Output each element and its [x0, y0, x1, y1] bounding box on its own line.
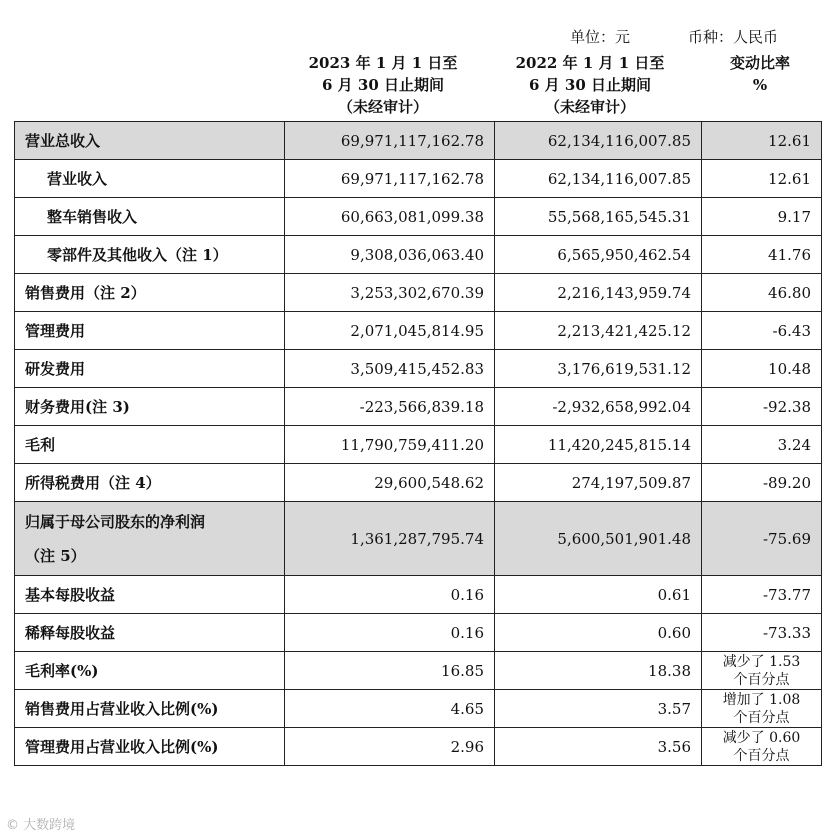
row-label: 毛利率(%) — [15, 652, 285, 690]
header-line: % — [752, 76, 768, 94]
value-2023: 69,971,117,162.78 — [285, 122, 495, 160]
column-header-2022 — [490, 52, 690, 118]
row-label: 营业总收入 — [15, 122, 285, 160]
table-row — [15, 426, 822, 464]
column-header-2023 — [288, 52, 478, 118]
value-2023: 3,509,415,452.83 — [285, 350, 495, 388]
change-value: -6.43 — [702, 312, 822, 350]
value-2022: 274,197,509.87 — [495, 464, 702, 502]
change-value: 12.61 — [702, 122, 822, 160]
change-value: 12.61 — [702, 160, 822, 198]
financial-table — [14, 121, 822, 766]
value-2022: 6,565,950,462.54 — [495, 236, 702, 274]
currency-label: 币种：人民币 — [688, 28, 779, 46]
row-label: 所得税费用（注 4） — [15, 464, 285, 502]
table-row — [15, 576, 822, 614]
change-line2: 个百分点 — [733, 747, 790, 764]
header-line: （未经审计） — [544, 98, 635, 116]
row-label: 管理费用占营业收入比例(%) — [15, 728, 285, 766]
header-line: （未经审计） — [337, 98, 428, 116]
header-line: 6 月 30 日止期间 — [322, 76, 444, 94]
header-line: 变动比率 — [729, 54, 790, 72]
value-2023: 29,600,548.62 — [285, 464, 495, 502]
header-line: 2022 年 1 月 1 日至 — [515, 54, 665, 72]
table-row — [15, 312, 822, 350]
value-2023: 0.16 — [285, 576, 495, 614]
table-row — [15, 464, 822, 502]
row-label: 营业收入 — [15, 160, 285, 198]
change-value: 3.24 — [702, 426, 822, 464]
value-2022: 55,568,165,545.31 — [495, 198, 702, 236]
value-2022: 5,600,501,901.48 — [495, 502, 702, 576]
table-row — [15, 690, 822, 728]
header-line: 6 月 30 日止期间 — [529, 76, 651, 94]
change-line2: 个百分点 — [733, 709, 790, 726]
change-line1: 增加了 1.08 — [722, 691, 801, 708]
value-2023: 3,253,302,670.39 — [285, 274, 495, 312]
table-row — [15, 198, 822, 236]
change-value — [702, 690, 822, 728]
row-label: 财务费用(注 3) — [15, 388, 285, 426]
change-value: -89.20 — [702, 464, 822, 502]
table-row — [15, 160, 822, 198]
change-line1: 减少了 0.60 — [722, 729, 801, 746]
watermark: © 大数跨境 — [6, 818, 76, 833]
change-value: -73.33 — [702, 614, 822, 652]
change-value: 46.80 — [702, 274, 822, 312]
value-2023: 4.65 — [285, 690, 495, 728]
change-value: 9.17 — [702, 198, 822, 236]
change-value: -75.69 — [702, 502, 822, 576]
value-2022: 2,213,421,425.12 — [495, 312, 702, 350]
value-2022: 3,176,619,531.12 — [495, 350, 702, 388]
table-row — [15, 388, 822, 426]
value-2023: -223,566,839.18 — [285, 388, 495, 426]
row-label: 稀释每股收益 — [15, 614, 285, 652]
row-label: 毛利 — [15, 426, 285, 464]
table-row — [15, 236, 822, 274]
value-2023: 11,790,759,411.20 — [285, 426, 495, 464]
change-line1: 减少了 1.53 — [722, 653, 801, 670]
table-row — [15, 728, 822, 766]
row-label-line2: （注 5） — [25, 546, 86, 565]
change-line2: 个百分点 — [733, 671, 790, 688]
table-row — [15, 350, 822, 388]
change-value: 41.76 — [702, 236, 822, 274]
value-2023: 60,663,081,099.38 — [285, 198, 495, 236]
value-2022: 62,134,116,007.85 — [495, 160, 702, 198]
row-label: 基本每股收益 — [15, 576, 285, 614]
value-2022: 18.38 — [495, 652, 702, 690]
change-value — [702, 728, 822, 766]
value-2022: 11,420,245,815.14 — [495, 426, 702, 464]
unit-label: 单位：元 — [570, 28, 631, 46]
table-row — [15, 614, 822, 652]
row-label-line1: 归属于母公司股东的净利润 — [25, 512, 206, 531]
change-value — [702, 652, 822, 690]
value-2023: 16.85 — [285, 652, 495, 690]
row-label: 零部件及其他收入（注 1） — [15, 236, 285, 274]
value-2023: 9,308,036,063.40 — [285, 236, 495, 274]
change-value: 10.48 — [702, 350, 822, 388]
value-2023: 2,071,045,814.95 — [285, 312, 495, 350]
value-2023: 0.16 — [285, 614, 495, 652]
table-row — [15, 652, 822, 690]
row-label: 销售费用占营业收入比例(%) — [15, 690, 285, 728]
row-label: 管理费用 — [15, 312, 285, 350]
table-row — [15, 502, 822, 576]
row-label: 研发费用 — [15, 350, 285, 388]
table-row — [15, 274, 822, 312]
value-2022: 0.61 — [495, 576, 702, 614]
value-2023: 2.96 — [285, 728, 495, 766]
value-2022: 3.56 — [495, 728, 702, 766]
row-label: 销售费用（注 2） — [15, 274, 285, 312]
value-2022: 62,134,116,007.85 — [495, 122, 702, 160]
column-header-change — [700, 52, 820, 96]
change-value: -92.38 — [702, 388, 822, 426]
unit-line — [570, 26, 820, 46]
row-label: 整车销售收入 — [15, 198, 285, 236]
value-2022: -2,932,658,992.04 — [495, 388, 702, 426]
table-row — [15, 122, 822, 160]
value-2022: 3.57 — [495, 690, 702, 728]
header-line: 2023 年 1 月 1 日至 — [308, 54, 458, 72]
value-2023: 69,971,117,162.78 — [285, 160, 495, 198]
value-2022: 2,216,143,959.74 — [495, 274, 702, 312]
change-value: -73.77 — [702, 576, 822, 614]
row-label — [15, 502, 285, 576]
value-2022: 0.60 — [495, 614, 702, 652]
value-2023: 1,361,287,795.74 — [285, 502, 495, 576]
